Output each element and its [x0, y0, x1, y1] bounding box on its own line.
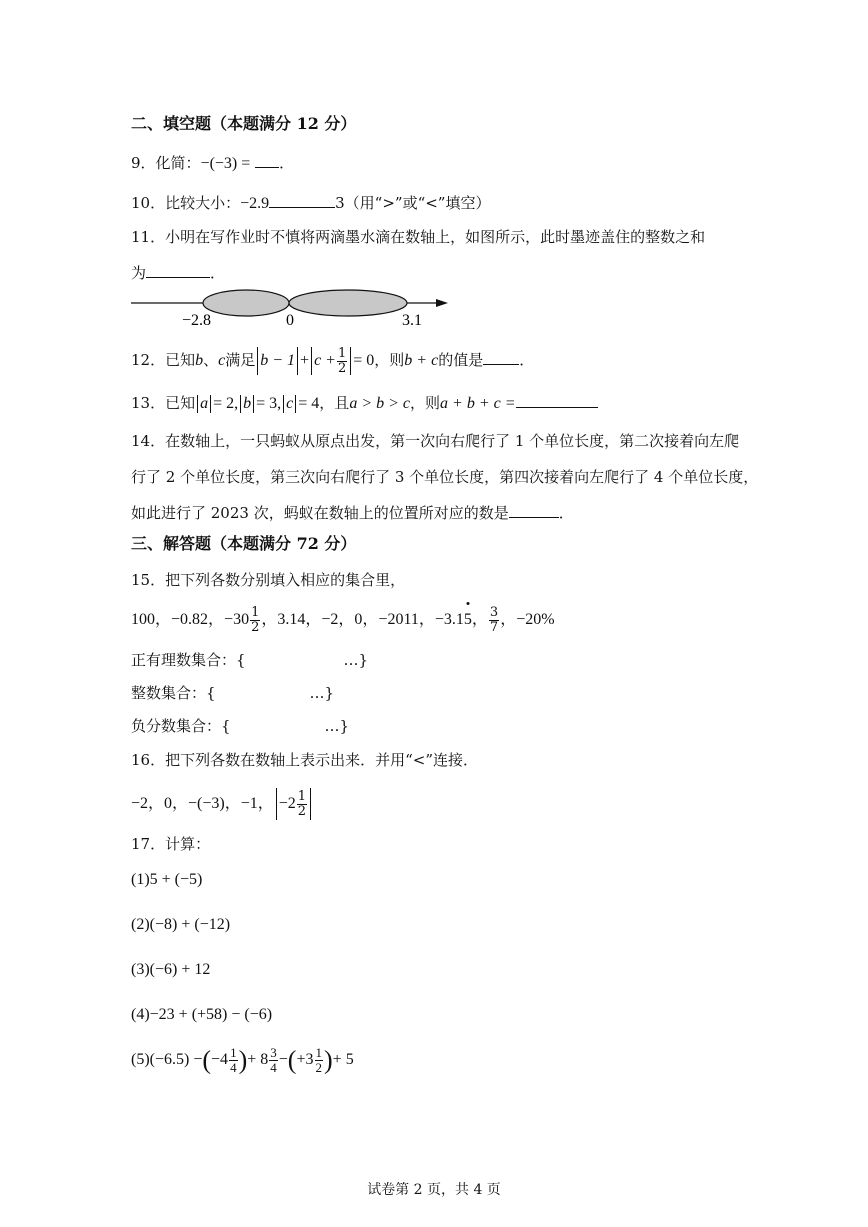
q10-left-value: −2.9 [240, 195, 270, 212]
mixed-fraction [315, 1046, 324, 1075]
q17-part-2: (2)(−8) + (−12) [131, 916, 231, 933]
set-label: 正有理数集合：{ [131, 651, 246, 669]
q13-eq-a: = 2, [213, 395, 239, 412]
set-integer [131, 683, 334, 703]
question-16-label: 16．把下列各数在数轴上表示出来．并用“<”连接． [131, 751, 478, 769]
set-end: …} [309, 684, 335, 702]
fraction-numerator: 1 [337, 345, 347, 361]
abs-bar [283, 395, 284, 413]
question-14-line3 [131, 502, 574, 523]
q9-expression: −(−3) = [200, 155, 251, 172]
fraction-denominator: 2 [337, 360, 347, 376]
fraction-denominator: 2 [297, 803, 307, 819]
fraction-denominator: 2 [251, 619, 260, 635]
paren-close: ) [324, 1045, 333, 1075]
number-item: −3.1 [434, 611, 464, 628]
q13-eq-b: = 3, [256, 395, 282, 412]
q12-var-b: b [195, 352, 204, 369]
q9-label: 9．化简： [131, 154, 201, 172]
question-14-line1: 14．在数轴上，一只蚂蚁从原点出发，第一次向右爬行了 1 个单位长度，第二次接着向左爬 [131, 432, 740, 450]
section-heading-answer: 三、解答题（本题满分 72 分） [131, 534, 357, 553]
q12-then: ，则 [374, 351, 405, 369]
q11-number-line [126, 286, 456, 330]
q11-line2-start: 为 [131, 264, 147, 282]
fraction-numerator: 1 [230, 1044, 237, 1060]
q13-and: ，且 [319, 394, 350, 412]
q12-sum: b + c [404, 352, 439, 369]
q12-label: 12．已知 [131, 351, 196, 369]
q14-answer-blank[interactable] [509, 502, 559, 518]
abs-bar [297, 347, 298, 375]
tick-label-right: 3.1 [402, 312, 422, 329]
q12-var-c: c [218, 352, 226, 369]
ink-blot-right [289, 290, 407, 316]
set-end: …} [324, 717, 350, 735]
q12-b-minus-1: b − 1 [260, 352, 296, 369]
q12-satisfy: 满足 [225, 351, 256, 369]
set-label: 整数集合：{ [131, 684, 216, 702]
q11-period: ． [210, 264, 226, 282]
q12-tail: 的值是 [438, 351, 484, 369]
question-11-line1: 11．小明在写作业时不慎将两滴墨水滴在数轴上，如图所示，此时墨迹盖住的整数之和 [131, 228, 706, 246]
set-negative-fraction [131, 716, 349, 736]
q9-answer-blank[interactable] [255, 152, 279, 168]
number-item: −2011， [378, 611, 435, 628]
q13-sum: a + b + c = [440, 395, 516, 412]
abs-bar [197, 395, 198, 413]
q13-label: 13．已知 [131, 394, 196, 412]
fraction-denominator: 7 [489, 619, 499, 635]
q13-order: a > b > c [349, 395, 411, 412]
q14-line3-text: 如此进行了 2023 次，蚂蚁在数轴上的位置所对应的数是 [131, 504, 509, 522]
fraction-denominator: 4 [230, 1059, 237, 1075]
question-13 [131, 392, 598, 414]
mixed-whole: −2 [278, 795, 296, 812]
number-item: −0.82， [171, 611, 225, 628]
fraction-numerator: 3 [489, 604, 499, 620]
q9-period: ． [279, 154, 295, 172]
expr-segment: +3 [296, 1051, 314, 1068]
q12-c-plus: c + [314, 352, 336, 369]
section-heading-fill-in: 二、填空题（本题满分 12 分） [131, 114, 357, 133]
q13-c: c [286, 395, 294, 412]
q17-part-4: (4)−23 + (+58) − (−6) [131, 1006, 273, 1023]
mixed-fraction [297, 790, 307, 819]
number-separator: ， [500, 611, 517, 628]
q10-right-text: 3（用“>”或“<”填空） [335, 194, 491, 212]
q12-fraction [337, 347, 347, 376]
repeating-digit: 5 [464, 604, 472, 636]
number-item: −30 [224, 611, 250, 628]
abs-bar [240, 395, 241, 413]
number-line-arrow [436, 299, 448, 307]
number-item: −20% [516, 611, 555, 628]
q12-period: ． [519, 351, 535, 369]
number-item: 100， [131, 611, 172, 628]
tick-label-zero: 0 [286, 312, 294, 329]
q13-answer-blank[interactable] [516, 392, 598, 408]
question-15-label: 15．把下列各数分别填入相应的集合里， [131, 571, 406, 589]
question-15-numbers [131, 603, 555, 636]
q13-eq-c: = 4 [298, 395, 320, 412]
fraction-numerator: 3 [270, 1044, 277, 1060]
q17-part-5 [131, 1040, 354, 1080]
number-list: −2，0，−(−3)，−1， [131, 795, 274, 812]
paren-close: ) [238, 1045, 248, 1075]
number-item: 0， [354, 611, 379, 628]
question-17-label: 17．计算： [131, 835, 211, 853]
question-10 [131, 192, 490, 214]
number-item: −2， [321, 611, 355, 628]
q12-sep: 、 [203, 351, 219, 369]
question-11-line2 [131, 262, 225, 283]
fraction-numerator: 1 [297, 788, 307, 804]
fraction-denominator: 4 [270, 1059, 277, 1075]
q10-answer-blank[interactable] [269, 192, 335, 208]
q11-answer-blank[interactable] [146, 262, 210, 278]
q12-plus: + [300, 352, 310, 369]
paren-open: ( [202, 1045, 212, 1075]
expr-segment: + 8 [247, 1051, 269, 1068]
fraction [489, 606, 499, 635]
question-16-numbers [131, 786, 313, 821]
q17-part-1: (1)5 + (−5) [131, 871, 203, 888]
question-9 [131, 152, 294, 174]
ink-blot-left [203, 290, 289, 316]
expr-segment: (5)(−6.5) − [131, 1051, 203, 1068]
abs-bar [310, 788, 311, 820]
q10-label: 10．比较大小： [131, 194, 241, 212]
fraction-numerator: 1 [315, 1044, 322, 1060]
mixed-fraction [250, 606, 260, 635]
abs-bar [210, 395, 211, 413]
abs-bar [257, 347, 258, 375]
q12-eq0: = 0 [353, 352, 375, 369]
abs-bar [276, 788, 277, 820]
paren-open: ( [287, 1045, 297, 1075]
expr-segment: −4 [211, 1051, 229, 1068]
set-positive-rational [131, 650, 368, 670]
q12-answer-blank[interactable] [483, 349, 519, 365]
abs-bar [253, 395, 254, 413]
question-12 [131, 344, 534, 377]
number-separator: ， [471, 611, 488, 628]
set-label: 负分数集合：{ [131, 717, 231, 735]
q13-b: b [243, 395, 252, 412]
expr-segment: − [278, 1051, 288, 1068]
expr-segment: + 5 [332, 1051, 354, 1068]
abs-bar [295, 395, 296, 413]
fraction-numerator: 1 [251, 604, 260, 620]
set-end: …} [343, 651, 369, 669]
q14-period: ． [558, 504, 574, 522]
mixed-fraction [229, 1046, 238, 1075]
abs-bar [311, 347, 312, 375]
fraction-denominator: 2 [315, 1059, 322, 1075]
page-footer: 试卷第 2 页，共 4 页 [367, 1182, 501, 1198]
q13-a: a [200, 395, 209, 412]
question-14-line2: 行了 2 个单位长度，第三次向右爬行了 3 个单位长度，第四次接着向左爬行了 4 个单位长度， [131, 468, 759, 486]
tick-label-left: −2.8 [182, 312, 212, 329]
abs-bar [350, 347, 351, 375]
mixed-fraction [269, 1046, 278, 1075]
q17-part-3: (3)(−6) + 12 [131, 961, 211, 978]
q13-then: ，则 [410, 394, 441, 412]
number-item: ，3.14， [261, 611, 322, 628]
